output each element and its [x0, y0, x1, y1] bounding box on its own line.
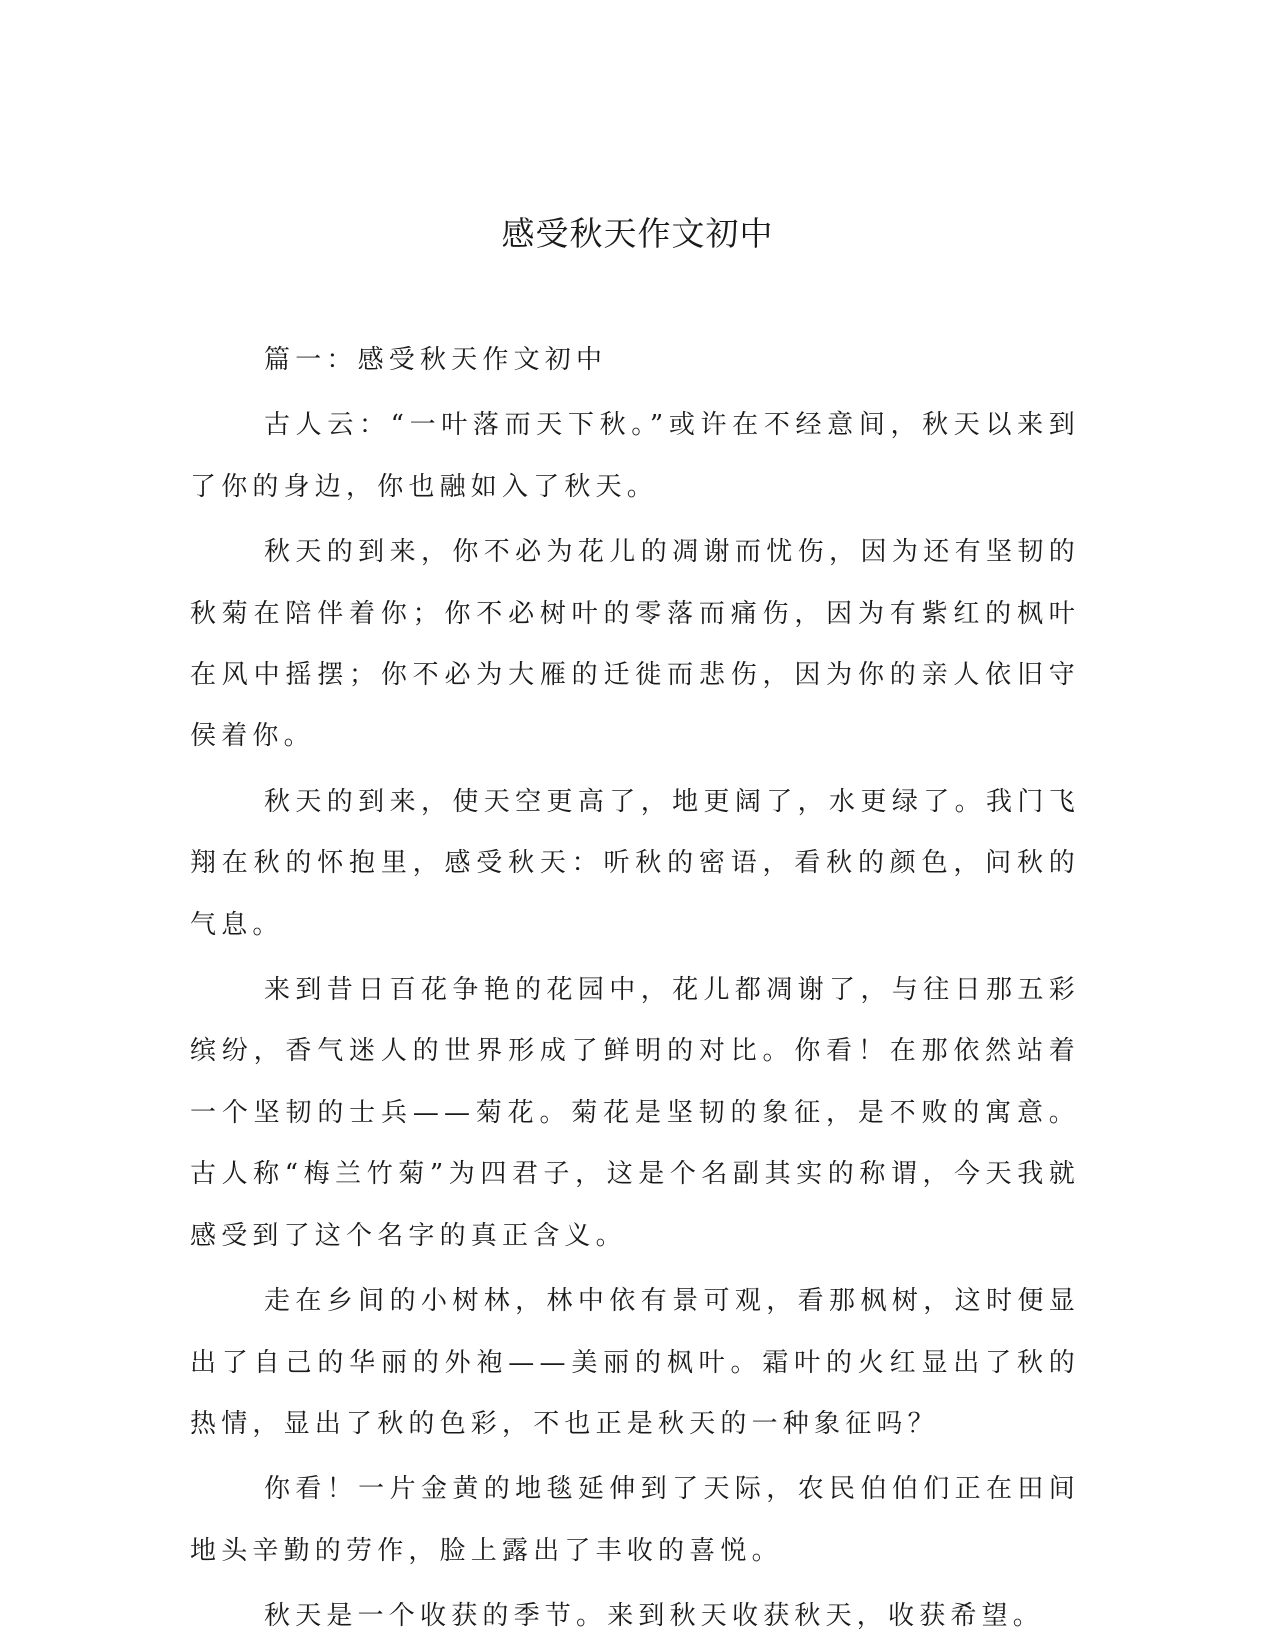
paragraph: 秋天的到来，使天空更高了，地更阔了，水更绿了。我门飞翔在秋的怀抱里，感受秋天：听秋的密语，看秋的颜色，问秋的气息。 [190, 786, 1080, 940]
paragraph: 秋天的到来，你不必为花儿的凋谢而忧伤，因为还有坚韧的秋菊在陪伴着你；你不必树叶的零落而痛伤，因为有紫红的枫叶在风中摇摆；你不必为大雁的迁徙而悲伤，因为你的亲人依旧守侯着你。 [190, 537, 1080, 752]
paragraph: 你看！一片金黄的地毯延伸到了天际，农民伯伯们正在田间地头辛勤的劳作，脸上露出了丰收的喜悦。 [190, 1474, 1080, 1566]
document-title: 感受秋天作文初中 [501, 214, 774, 253]
document-body [190, 330, 1080, 1650]
paragraph: 来到昔日百花争艳的花园中，花儿都凋谢了，与往日那五彩缤纷，香气迷人的世界形成了鲜明的对比。你看！在那依然站着一个坚韧的士兵——菊花。菊花是坚韧的象征，是不败的寓意。古人称“梅兰竹菊”为四君子，这是个名副其实的称谓，今天我就感受到了这个名字的真正含义。 [190, 975, 1080, 1251]
section-heading: 篇一：感受秋天作文初中 [264, 345, 608, 375]
paragraph: 秋天是一个收获的季节。来到秋天收获秋天，收获希望。 [264, 1601, 1045, 1632]
paragraph: 走在乡间的小树林，林中依有景可观，看那枫树，这时便显出了自己的华丽的外袍——美丽的枫叶。霜叶的火红显出了秋的热情，显出了秋的色彩，不也正是秋天的一种象征吗？ [190, 1286, 1080, 1439]
paragraph: 古人云：“一叶落而天下秋。”或许在不经意间，秋天以来到了你的身边，你也融如入了秋天。 [190, 410, 1080, 502]
